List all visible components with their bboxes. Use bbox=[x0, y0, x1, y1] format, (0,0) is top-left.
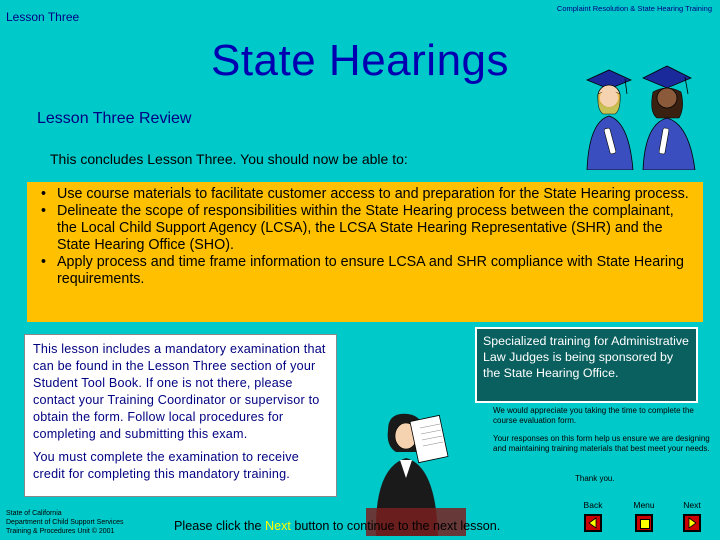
bullet: • bbox=[41, 254, 47, 270]
menu-square-icon bbox=[640, 519, 650, 529]
exam-paragraph: This lesson includes a mandatory examination that can be found in the Lesson Three section of your Student Tool Book. If one is not there, please contact your Training Coordinator or supervisor to obtain the form. Follow local procedures for completing and submitting this exam. bbox=[33, 342, 326, 441]
next-arrow-icon bbox=[685, 516, 699, 530]
menu-label: Menu bbox=[633, 500, 655, 510]
next-button[interactable] bbox=[683, 514, 701, 532]
footer-credits bbox=[6, 509, 124, 536]
instruction-text: Please click the bbox=[174, 519, 265, 533]
lesson-label: Lesson Three bbox=[6, 10, 80, 24]
objective-text: Delineate the scope of responsibilities within the State Hearing process between the complainant, the Local Child Support Agency (LCSA), the LCSA State Hearing Representative (SHR) and the State Hearing Office (SHO). bbox=[57, 203, 674, 253]
intro-text: This concludes Lesson Three. You should now be able to: bbox=[50, 151, 408, 167]
next-label: Next bbox=[683, 500, 701, 510]
back-button[interactable] bbox=[584, 514, 602, 532]
page-title: State Hearings bbox=[210, 36, 510, 85]
footer-line: Department of Child Support Services bbox=[6, 519, 124, 526]
woman-reading-illustration bbox=[366, 408, 466, 536]
footer-instruction bbox=[174, 519, 500, 533]
exam-notice bbox=[24, 334, 337, 497]
section-title: Lesson Three Review bbox=[37, 110, 192, 127]
bullet: • bbox=[41, 186, 47, 202]
evaluation-responses-text: Your responses on this form help us ensure we are designing and maintaining training materials that best meet your needs. bbox=[493, 434, 710, 453]
objective-text: Use course materials to facilitate customer access to and preparation for the State Hearing process. bbox=[57, 186, 689, 202]
exam-paragraph: You must complete the examination to receive credit for completing this mandatory training. bbox=[33, 450, 299, 481]
next-highlight: Next bbox=[265, 519, 291, 533]
course-title: Complaint Resolution & State Hearing Training bbox=[556, 4, 712, 13]
footer-line: Training & Procedures Unit © 2001 bbox=[6, 528, 115, 535]
bullet: • bbox=[41, 203, 47, 219]
training-notice: Specialized training for Administrative Law Judges is being sponsored by the State Hearing Office. bbox=[475, 327, 698, 403]
back-arrow-icon bbox=[586, 516, 600, 530]
footer-line: State of California bbox=[6, 510, 62, 517]
back-label: Back bbox=[583, 500, 603, 510]
objective-item bbox=[35, 186, 697, 203]
menu-button[interactable] bbox=[635, 514, 653, 532]
thank-you-text: Thank you. bbox=[575, 474, 615, 483]
objective-text: Apply process and time frame information to ensure LCSA and SHR compliance with State Hearing requirements. bbox=[57, 254, 684, 287]
evaluation-appreciate-text: We would appreciate you taking the time to complete the course evaluation form. bbox=[493, 406, 694, 425]
objectives-list bbox=[27, 182, 703, 322]
objective-item bbox=[35, 203, 697, 254]
objective-item bbox=[35, 254, 697, 288]
instruction-text: button to continue to the next lesson. bbox=[290, 519, 501, 533]
graduates-illustration bbox=[585, 62, 697, 170]
